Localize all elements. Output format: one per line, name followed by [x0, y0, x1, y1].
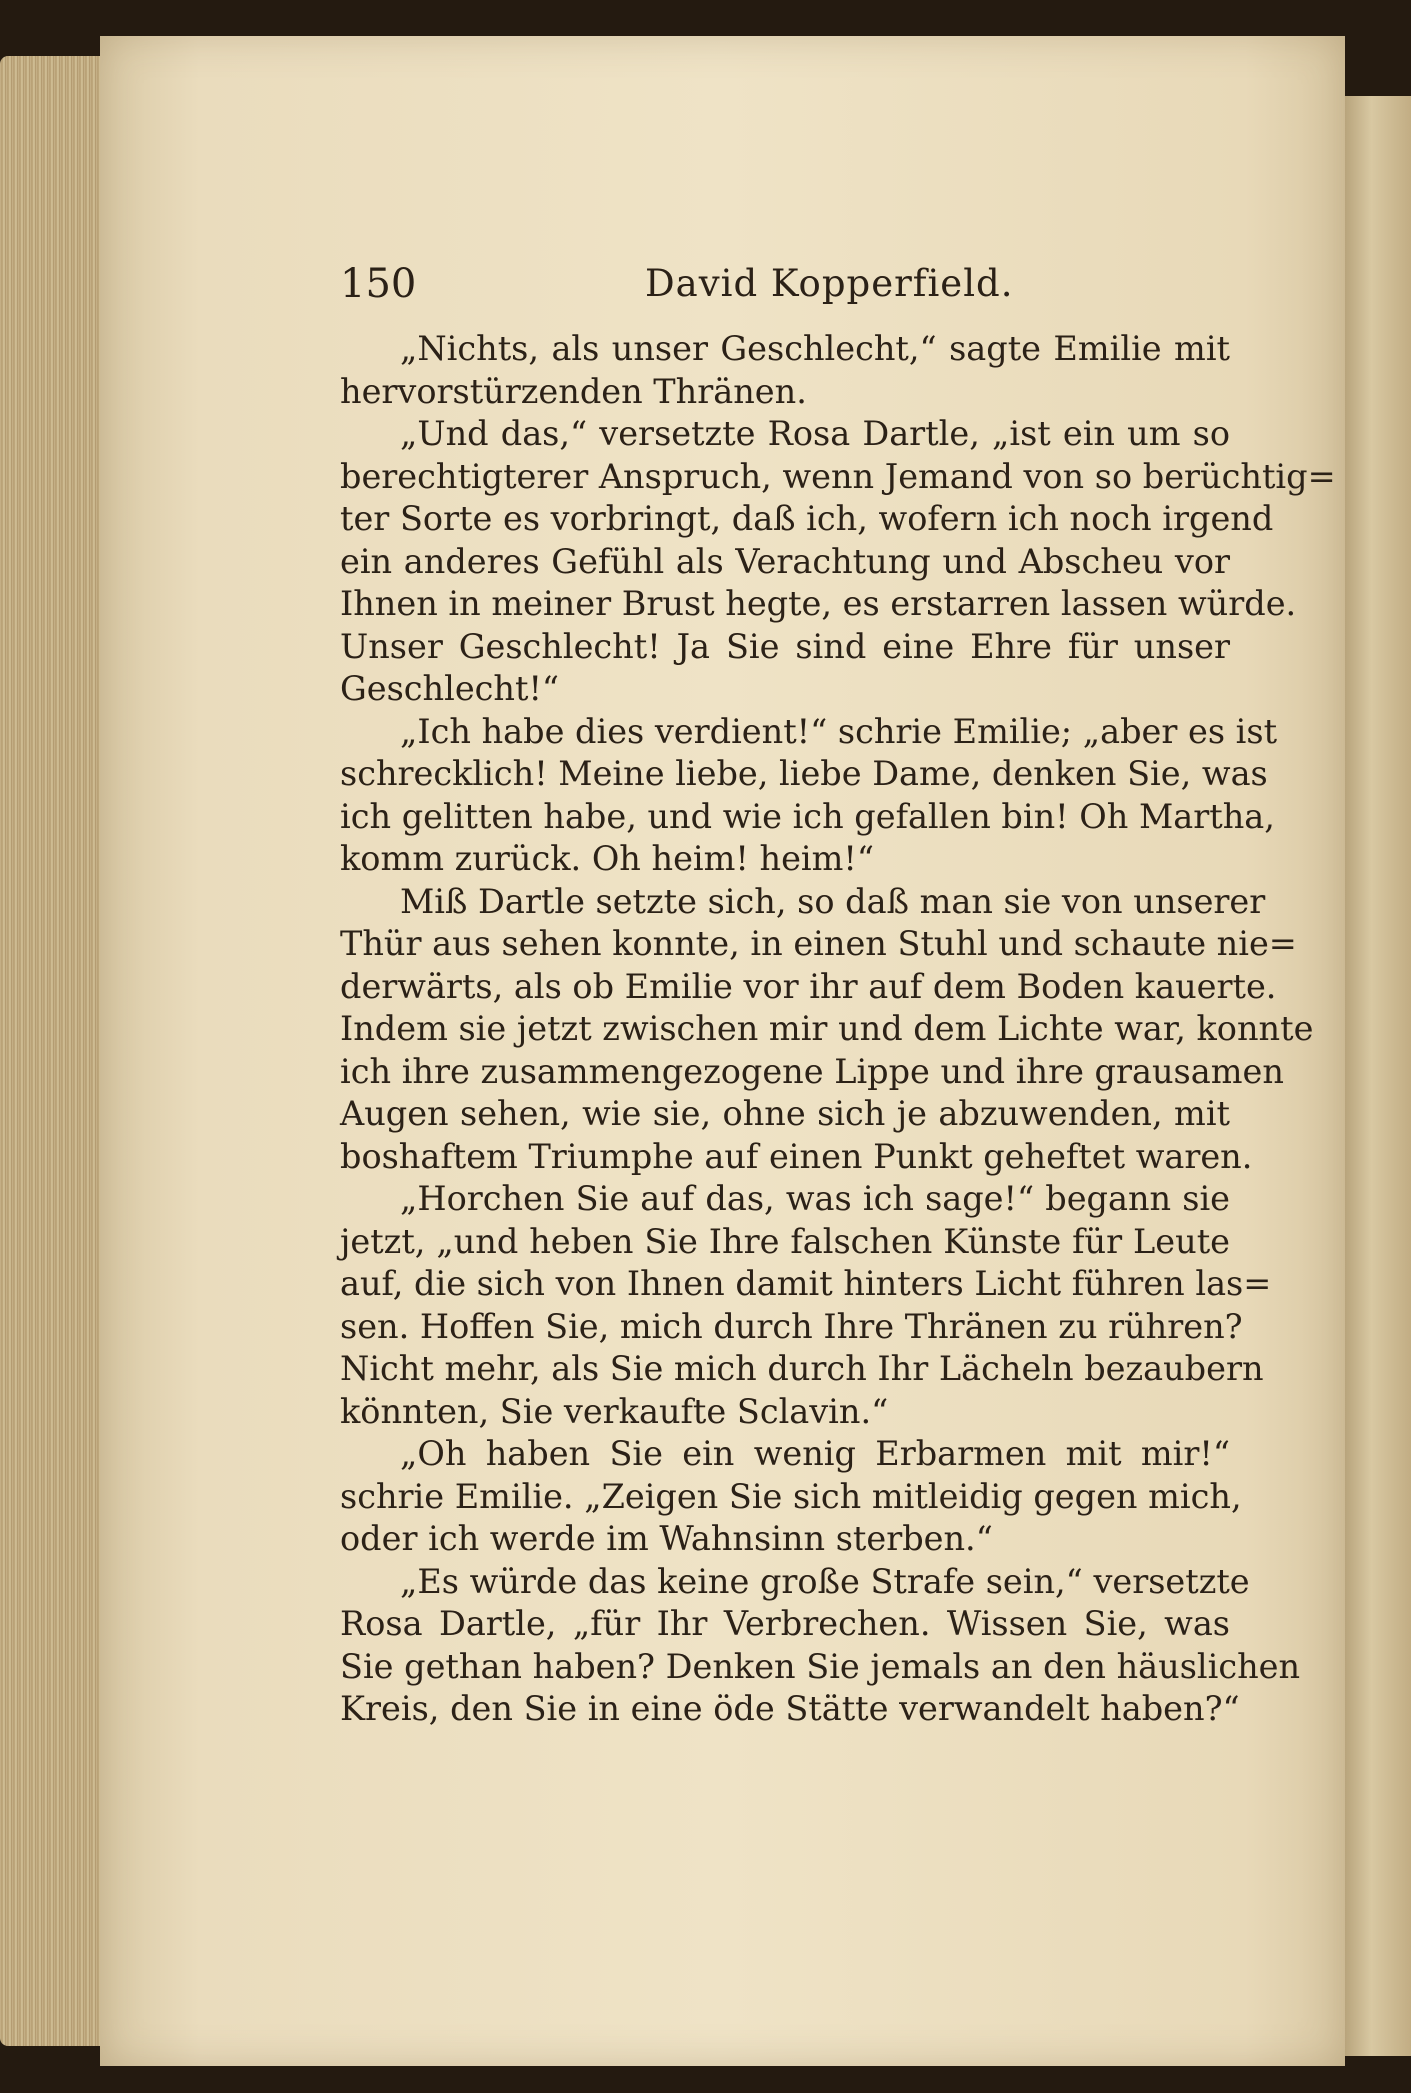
- text-line: ich gelitten habe, und wie ich gefallen bin! Oh Martha,: [340, 796, 1275, 836]
- text-line: derwärts, als ob Emilie vor ihr auf dem Boden kauerte.: [340, 966, 1277, 1006]
- text-line: Thür aus sehen konnte, in einen Stuhl und schaute nie=: [340, 924, 1297, 963]
- text-line: Rosa Dartle, „für Ihr Verbrechen. Wissen Sie, was: [340, 1604, 1230, 1643]
- text-line: boshaftem Triumphe auf einen Punkt geheftet waren.: [340, 1136, 1253, 1176]
- text-line: Indem sie jetzt zwischen mir und dem Lichte war, konnte: [340, 1009, 1314, 1048]
- text-line: berechtigterer Anspruch, wenn Jemand von so berüchtig=: [340, 456, 1336, 496]
- text-line: Sie gethan haben? Denken Sie jemals an den häuslichen: [340, 1646, 1301, 1686]
- text-line: „Horchen Sie auf das, was ich sage!“ begann sie: [400, 1179, 1230, 1218]
- text-line: Kreis, den Sie in eine öde Stätte verwandelt haben?“: [340, 1689, 1240, 1728]
- text-line: hervorstürzenden Thränen.: [340, 371, 807, 411]
- page-number: 150: [340, 261, 417, 307]
- text-line: „Und das,“ versetzte Rosa Dartle, „ist ein um so: [400, 414, 1230, 453]
- text-line: schrie Emilie. „Zeigen Sie sich mitleidig gegen mich,: [340, 1476, 1242, 1516]
- text-line: „Oh haben Sie ein wenig Erbarmen mit mir!“: [400, 1434, 1230, 1473]
- text-line: Augen sehen, wie sie, ohne sich je abzuwenden, mit: [340, 1094, 1230, 1133]
- text-line: oder ich werde im Wahnsinn sterben.“: [340, 1519, 993, 1558]
- text-line: ein anderes Gefühl als Verachtung und Abscheu vor: [340, 541, 1230, 581]
- text-line: Geschlecht!“: [340, 669, 560, 708]
- text-line: ter Sorte es vorbringt, daß ich, wofern ich noch irgend: [340, 499, 1274, 538]
- text-line: auf, die sich von Ihnen damit hinters Licht führen las=: [340, 1264, 1272, 1303]
- text-line: schrecklich! Meine liebe, liebe Dame, denken Sie, was: [340, 754, 1268, 793]
- text-line: ich ihre zusammengezogene Lippe und ihre grausamen: [340, 1051, 1284, 1091]
- text-line: sen. Hoffen Sie, mich durch Ihre Thränen zu rühren?: [340, 1306, 1243, 1346]
- text-line: „Ich habe dies verdient!“ schrie Emilie; „aber es ist: [400, 711, 1278, 751]
- text-line: „Es würde das keine große Strafe sein,“ versetzte: [400, 1561, 1250, 1601]
- text-line: Unser Geschlecht! Ja Sie sind eine Ehre für unser: [340, 626, 1230, 666]
- text-line: Miß Dartle setzte sich, so daß man sie von unserer: [400, 881, 1266, 921]
- text-line: könnten, Sie verkaufte Sclavin.“: [340, 1391, 889, 1431]
- text-line: „Nichts, als unser Geschlecht,“ sagte Emilie mit: [400, 329, 1230, 368]
- text-line: jetzt, „und heben Sie Ihre falschen Künste für Leute: [340, 1221, 1230, 1261]
- text-line: Nicht mehr, als Sie mich durch Ihr Lächeln bezaubern: [340, 1349, 1264, 1388]
- text-block: [340, 254, 1336, 1731]
- running-title: David Kopperfield.: [645, 262, 1014, 305]
- text-line: komm zurück. Oh heim! heim!“: [340, 839, 874, 878]
- right-page-edge: [1345, 96, 1411, 2056]
- page-header: [340, 254, 1230, 314]
- text-line: Ihnen in meiner Brust hegte, es erstarren lassen würde.: [340, 584, 1297, 623]
